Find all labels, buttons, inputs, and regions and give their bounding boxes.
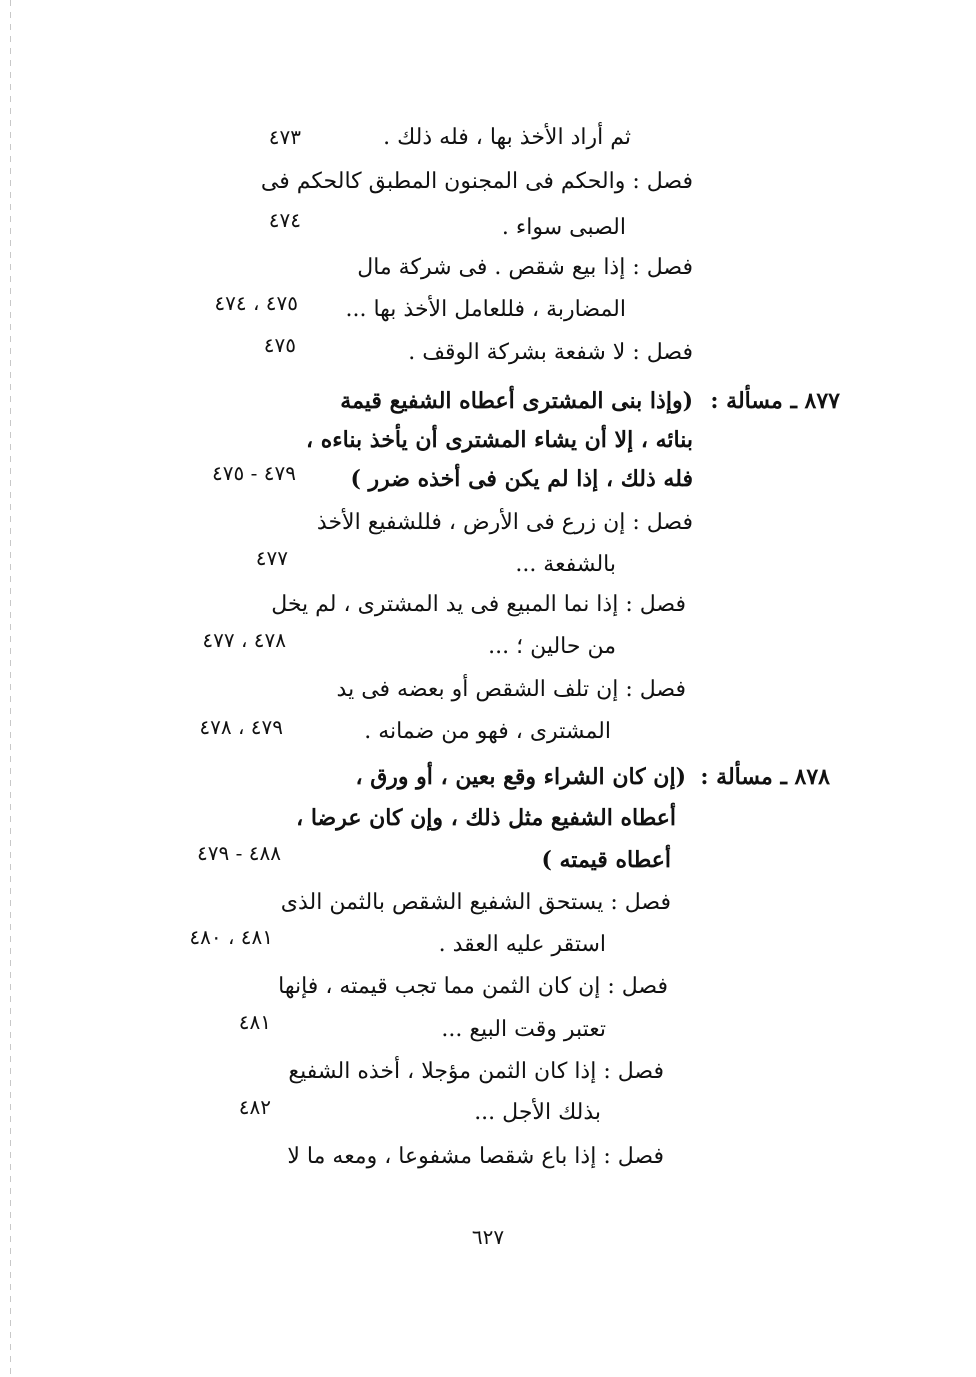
text-line-bold: أعطاه الشفيع مثل ذلك ، وإن كان عرضا ، [296,805,676,831]
text-line: بالشفعة ... [515,552,616,577]
page-reference: ٤٨٢ [238,1095,271,1119]
text-line-bold: (إن كان الشراء وقع بعين ، أو ورق ، [355,764,686,790]
text-line: استقر عليه العقد . [438,932,606,957]
page-reference: ٤٧٤ [268,208,301,232]
page-reference: ٤٧٩ ، ٤٧٨ [199,715,283,739]
page-number: ٦٢٧ [471,1225,505,1249]
page-reference: ٤٧٥ ، ٤٧٤ [214,291,298,315]
text-line: فصل : إذا بيع شقص . فى شركة مال [357,255,693,280]
question-heading: ٨٧٨ ـ مسألة : [700,764,830,790]
page-reference: ٤٧٩ - ٤٧٥ [212,461,296,485]
text-line: الصبى سواء . [501,215,626,240]
text-line: فصل : إن تلف الشقص أو بعضه فى يد [336,677,686,702]
text-line-bold: (وإذا بنى المشترى أعطاه الشفيع قيمة [340,388,693,414]
text-line-bold: بنائه ، إلا أن يشاء المشترى أن يأخذ بناءه ، [306,427,693,453]
text-line: ثم أراد الأخذ بها ، فله ذلك . [383,125,631,150]
question-heading: ٨٧٧ ـ مسألة : [710,388,840,414]
text-line: فصل : إذا نما المبيع فى يد المشترى ، لم يخل [271,592,686,617]
text-line: فصل : إذا كان الثمن مؤجلا ، أخذه الشفيع [288,1059,664,1084]
page-reference: ٤٨٨ - ٤٧٩ [197,841,281,865]
text-line: فصل : إذا باع شقصا مشفوعا ، ومعه ما لا [287,1144,664,1169]
page-reference: ٤٧٨ ، ٤٧٧ [202,628,286,652]
text-line: فصل : إن كان الثمن مما تجب قيمته ، فإنها [278,974,668,999]
text-line: فصل : لا شفعة بشركة الوقف . [408,340,693,365]
text-line: المضاربة ، فللعامل الأخذ بها ... [345,297,626,322]
text-line: فصل : يستحق الشفيع الشقص بالثمن الذى [280,890,671,915]
page-reference: ٤٧٥ [263,333,296,357]
page-reference: ٤٨١ ، ٤٨٠ [189,925,273,949]
text-line: بذلك الأجل ... [474,1100,601,1125]
text-line: تعتبر وقت البيع ... [441,1017,606,1042]
text-line-bold: فله ذلك ، إذا لم يكن فى أخذه ضرر ) [350,466,693,492]
page-reference: ٤٨١ [238,1010,271,1034]
text-line: المشترى ، فهو من ضمانه . [364,719,611,744]
text-line: فصل : والحكم فى المجنون المطبق كالحكم فى [260,169,693,194]
page-reference: ٤٧٧ [255,546,288,570]
text-line-bold: أعطاه قيمته ) [541,847,671,873]
text-line: فصل : إن زرع فى الأرض ، فللشفيع الأخذ [316,510,693,535]
text-line: من حالين ؛ ... [488,634,616,659]
page-edge-line [10,0,11,1377]
page-reference: ٤٧٣ [268,125,301,149]
